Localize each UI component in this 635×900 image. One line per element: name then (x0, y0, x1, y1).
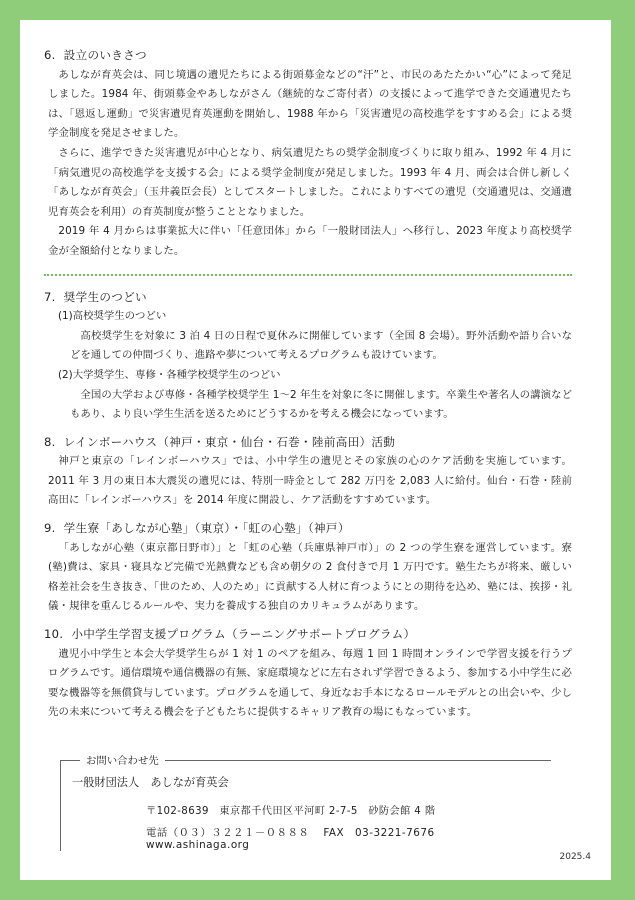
paragraph: さらに、進学できた災害遺児が中心となり、病気遺児たちの奨学金制度づくりに取り組み、1992 年 4 月に「病気遺児の高校進学を支援する会」による奨学金制度が発足しました。1993 年 4 月、両会は合併し新しく「あしなが育英会」（玉井義臣会長）としてスタートしました。これによりすべての遺児（交通遺児は、交通遺児育英会を利用）の育英制度が整うこととなりました。 (48, 146, 572, 218)
contact-numbers (146, 824, 550, 851)
section-rainbow-house (44, 433, 572, 511)
paragraph: 遺児小中学生と本会大学奨学生らが 1 対 1 のペアを組み、毎週 1 回 1 時間オンラインで学習支援を行うプログラムです。通信環境や通信機器の有無、家庭環境などに左右されず学習できるよう、参加する小中学生に必要な機器等を無償貸与しています。プログラムを通して、身近なお手本になるロールモデルとの出会いや、少し先の未来について考える機会を子どもたちに提供するキャリア教育の場にもなっています。 (48, 647, 572, 719)
fax-number: FAX 03-3221-7676 (323, 827, 435, 839)
paragraph: 2019 年 4 月からは事業拡大に伴い「任意団体」から「一般財団法人」へ移行し、2023 年度より高校奨学金が全額給付となりました。 (48, 225, 572, 257)
organization-name: 一般財団法人 あしなが育英会 (72, 776, 229, 789)
contact-block (60, 754, 550, 850)
main-content (44, 46, 572, 723)
paragraph: 全国の大学および専修・各種学校奨学生 1～2 年生を対象に冬に開催します。卒業生や著名人の講演などもあり、より良い学生生活を送るためにどうするかを考える機会になっています。 (70, 388, 572, 421)
contact-label: お問い合わせ先 (80, 752, 165, 767)
section-title: 8. レインボーハウス（神戸・東京・仙台・石巻・陸前高田）活動 (44, 434, 396, 449)
website-link[interactable]: www.ashinaga.org (146, 839, 250, 851)
section-title: 9. 学生寮「あしなが心塾」（東京）・「虹の心塾」（神戸） (44, 521, 350, 536)
subsection-title: (1)高校奨学生のつどい (58, 310, 167, 323)
frame-border-top (0, 0, 635, 20)
frame-border-bottom (0, 880, 635, 900)
paragraph: 「あしなが心塾（東京都日野市）」と「虹の心塾（兵庫県神戸市）」の 2 つの学生寮を運営しています。寮(塾)費は、家具・寝具など完備で光熱費なども含め朝夕の 2 食付きで月 1 万円です。塾生たちが将来、厳しい格差社会を生き抜き、「世のため、人のため」に貢献する人材に育つようにとの期待を込め、塾には、挨拶・礼儀・規律を重んじるルールや、実力を養成する独自のカリキュラムがあります。 (48, 541, 572, 613)
paragraph: 高校奨学生を対象に 3 泊 4 日の日程で夏休みに開催しています（全国 8 会場）。野外活動や語り合いなどを通しての仲間づくり、進路や夢について考えるプログラムも設けています。 (70, 329, 572, 362)
section-title: 10. 小中学生学習支援プログラム（ラーニングサポートプログラム） (44, 627, 416, 642)
section-dormitory (44, 519, 572, 617)
section-title: 6. 設立のいきさつ (44, 48, 147, 62)
section-title: 7. 奨学生のつどい (44, 289, 147, 304)
section-scholar-gatherings (44, 288, 572, 425)
paragraph: 神戸と東京の「レインボーハウス」では、小中学生の遺児とその家族の心のケア活動を実施しています。2011 年 3 月の東日本大震災の遺児には、特別一時金として 282 万円を 2,083 人に給付。仙台・石巻・陸前高田に「レインボーハウス」を 2014 年度に開設し、ケア活動をすすめています。 (48, 455, 572, 507)
paragraph: あしなが育英会は、同じ境遇の遺児たちによる街頭募金などの“汗”と、市民のあたたかい“心”によって発足しました。1984 年、街頭募金やあしながさん（継続的なご寄付者）の支援によって進学できた交通遺児たちは、「恩返し運動」で災害遺児育英運動を開始し、1988 年から「災害遺児の高校進学をすすめる会」による奨学金制度を発足させました。 (48, 68, 572, 140)
dotted-divider (44, 274, 572, 276)
frame-border-right (611, 0, 635, 900)
section-founding (44, 46, 572, 262)
phone-number: 電話（０３）３２２１－０８８８ (146, 827, 310, 839)
subsection-title: (2)大学奨学生、専修・各種学校奨学生のつどい (58, 368, 281, 381)
address: 〒102-8639 東京都千代田区平河町 2-7-5 砂防会館 4 階 (146, 806, 436, 817)
section-learning-support (44, 625, 572, 723)
frame-border-left (0, 0, 20, 900)
publication-date: 2025.4 (559, 852, 591, 862)
